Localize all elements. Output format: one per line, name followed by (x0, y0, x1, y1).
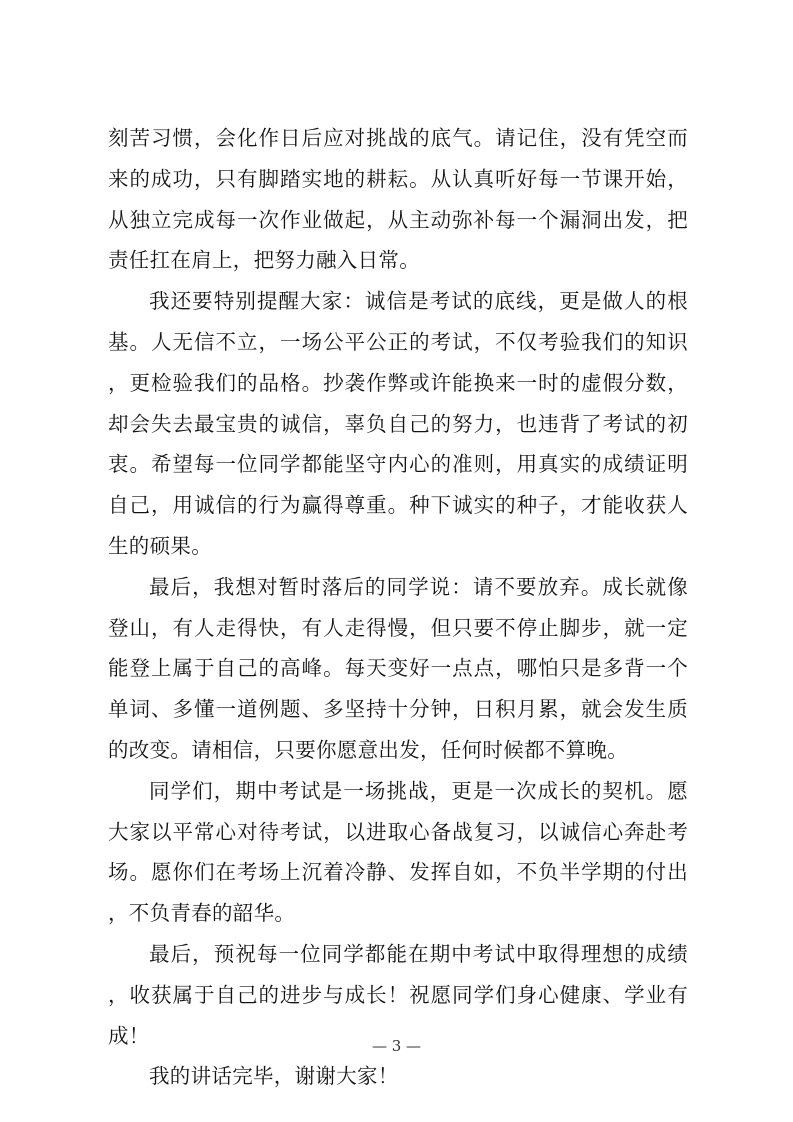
paragraph-exam-wishes: 同学们，期中考试是一场挑战，更是一次成长的契机。愿大家以平常心对待考试，以进取心备战复习，以诚信心奔赴考场。愿你们在考场上沉着冷静、发挥自如，不负半学期的付出，不负青春的韶华。 (108, 778, 688, 926)
paragraph-encouragement: 最后，我想对暂时落后的同学说：请不要放弃。成长就像登山，有人走得快，有人走得慢，但只要不停止脚步，就一定能登上属于自己的高峰。每天变好一点点，哪怕只是多背一个单词、多懂一道例题、多坚持十分钟，日积月累，就会发生质的改变。请相信，只要你愿意出发，任何时候都不算晚。 (108, 574, 688, 762)
document-body (108, 118, 688, 1097)
paragraph-continuation: 刻苦习惯，会化作日后应对挑战的底气。请记住，没有凭空而来的成功，只有脚踏实地的耕耘。从认真听好每一节课开始，从独立完成每一次作业做起，从主动弥补每一个漏洞出发，把责任扛在肩上，把努力融入日常。 (108, 126, 688, 273)
paragraph-closing: 我的讲话完毕，谢谢大家！ (149, 1064, 399, 1089)
paragraph-integrity: 我还要特别提醒大家：诚信是考试的底线，更是做人的根基。人无信不立，一场公平公正的考试，不仅考验我们的知识，更检验我们的品格。抄袭作弊或许能换来一时的虚假分数，却会失去最宝贵的诚信，辜负自己的努力，也违背了考试的初衷。希望每一位同学都能坚守内心的准则，用真实的成绩证明自己，用诚信的行为赢得尊重。种下诚实的种子，才能收获人生的硕果。 (108, 289, 688, 558)
page-number: — 3 — (371, 1037, 422, 1055)
paragraph-blessing: 最后，预祝每一位同学都能在期中考试中取得理想的成绩，收获属于自己的进步与成长！祝愿同学们身心健康、学业有成！ (108, 941, 688, 1048)
